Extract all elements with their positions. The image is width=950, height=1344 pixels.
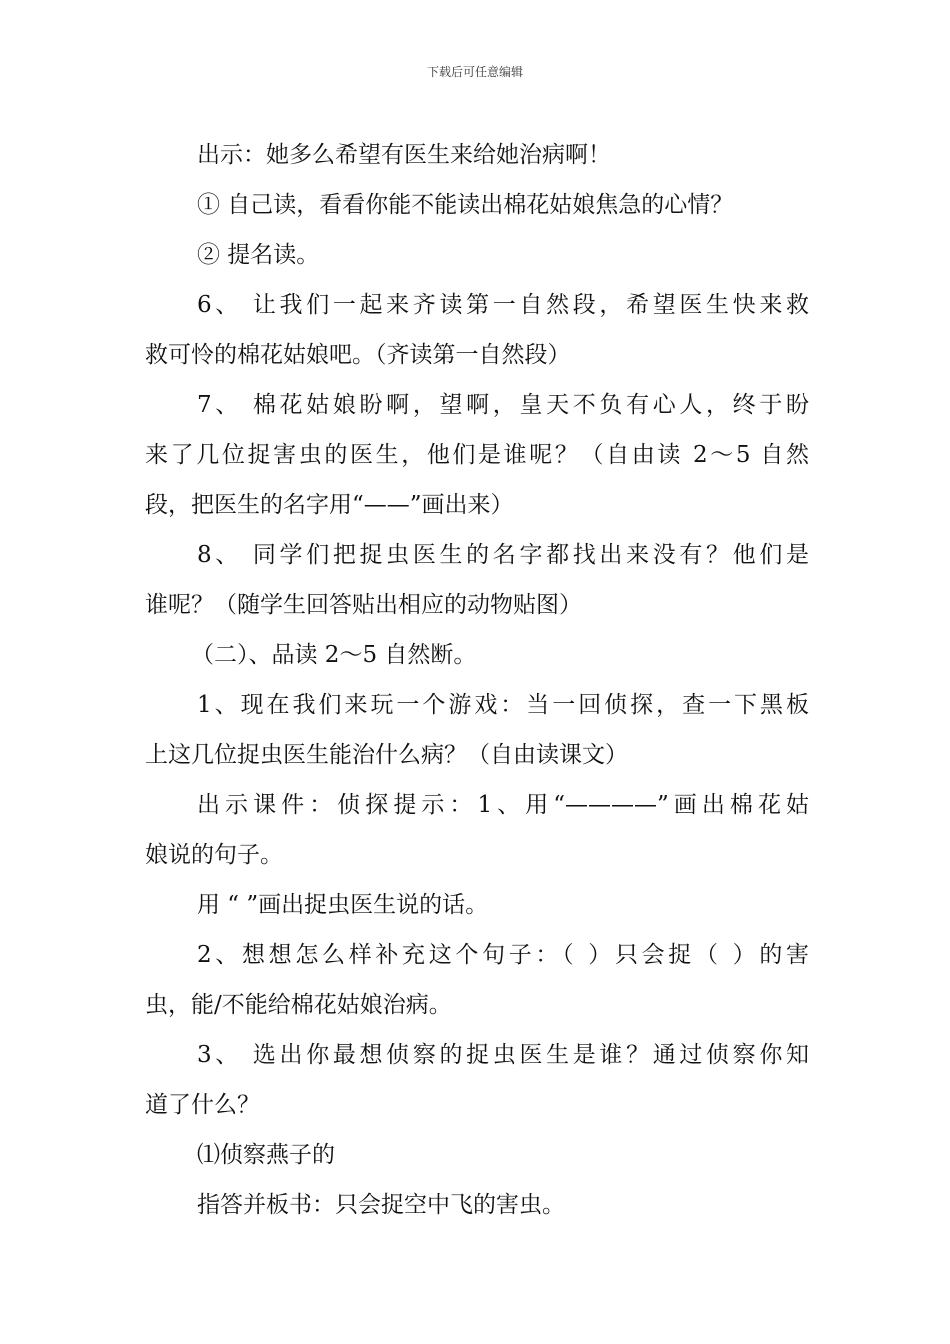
text-line: 出示：她多么希望有医生来给她治病啊！ <box>197 142 611 168</box>
text-line: 出示课件：侦探提示：1、用“————”画出棉花姑 <box>197 792 809 818</box>
paragraph <box>145 1180 809 1230</box>
text-line: ① 自己读，看看你能不能读出棉花姑娘焦急的心情？ <box>197 192 734 218</box>
paragraph <box>145 1130 809 1180</box>
text-line: 来了几位捉害虫的医生，他们是谁呢？（自由读 2～5 自然 <box>145 442 809 468</box>
text-line: 娘说的句子。 <box>145 842 283 868</box>
paragraph <box>145 880 809 930</box>
paragraph <box>145 1030 809 1130</box>
text-line: 谁呢？（随学生回答贴出相应的动物贴图） <box>145 592 582 618</box>
document-body <box>145 130 809 1230</box>
paragraph <box>145 180 809 230</box>
paragraph <box>145 280 809 380</box>
text-line: 7、 棉花姑娘盼啊，望啊，皇天不负有心人，终于盼 <box>197 392 809 418</box>
text-line: 段，把医生的名字用“——”画出来） <box>145 492 514 518</box>
text-line: 1、现在我们来玩一个游戏：当一回侦探，查一下黑板 <box>197 692 809 718</box>
section-heading: （二）、品读 2～5 自然断。 <box>191 642 477 668</box>
paragraph <box>145 130 809 180</box>
paragraph <box>145 780 809 880</box>
text-line: ② 提名读。 <box>197 242 320 268</box>
text-line: 上这几位捉虫医生能治什么病？（自由读课文） <box>145 742 628 768</box>
paragraph <box>145 680 809 780</box>
text-line: 8、 同学们把捉虫医生的名字都找出来没有？他们是 <box>197 542 809 568</box>
text-line: 指答并板书：只会捉空中飞的害虫。 <box>197 1192 565 1218</box>
text-line: 用 “ ”画出捉虫医生说的话。 <box>197 892 489 918</box>
text-line: 虫，能/不能给棉花姑娘治病。 <box>145 992 452 1018</box>
text-line: 救可怜的棉花姑娘吧。（齐读第一自然段） <box>145 342 571 368</box>
paragraph <box>145 230 809 280</box>
paragraph <box>145 380 809 530</box>
text-line: 6、 让我们一起来齐读第一自然段，希望医生快来救 <box>197 292 809 318</box>
paragraph <box>145 630 809 680</box>
paragraph <box>145 530 809 630</box>
text-line: 3、 选出你最想侦察的捉虫医生是谁？通过侦察你知 <box>197 1042 809 1068</box>
text-line: 道了什么？ <box>145 1092 260 1118</box>
text-line: ⑴侦察燕子的 <box>197 1142 335 1168</box>
page-header: 下载后可任意编辑 <box>426 65 523 79</box>
paragraph <box>145 930 809 1030</box>
text-line: 2、想想怎么样补充这个句子：（ ）只会捉（ ）的害 <box>197 942 809 968</box>
